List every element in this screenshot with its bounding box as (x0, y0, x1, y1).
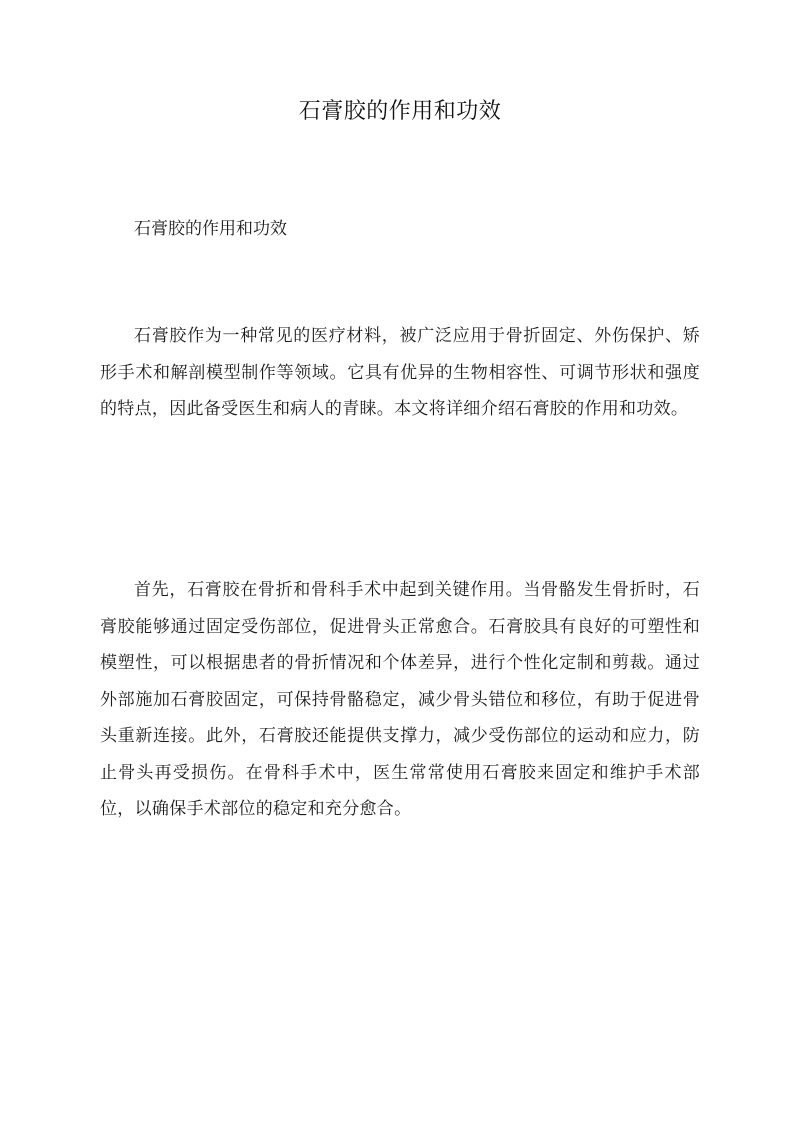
page-title: 石膏胶的作用和功效 (298, 99, 502, 124)
intro-paragraph: 石膏胶作为一种常见的医疗材料，被广泛应用于骨折固定、外伤保护、矫形手术和解剖模型制作等领域。它具有优异的生物相容性、可调节形状和强度的特点，因此备受医生和病人的青睐。本文将详细介绍石膏胶的作用和功效。 (100, 326, 700, 419)
body-paragraph: 首先，石膏胶在骨折和骨科手术中起到关键作用。当骨骼发生骨折时，石膏胶能够通过固定受伤部位，促进骨头正常愈合。石膏胶具有良好的可塑性和模塑性，可以根据患者的骨折情况和个体差异，进行个性化定制和剪裁。通过外部施加石膏胶固定，可保持骨骼稳定，减少骨头错位和移位，有助于促进骨头重新连接。此外，石膏胶还能提供支撑力，减少受伤部位的运动和应力，防止骨头再受损伤。在骨科手术中，医生常常使用石膏胶来固定和维护手术部位，以确保手术部位的稳定和充分愈合。 (100, 580, 700, 819)
section-heading: 石膏胶的作用和功效 (134, 219, 287, 239)
